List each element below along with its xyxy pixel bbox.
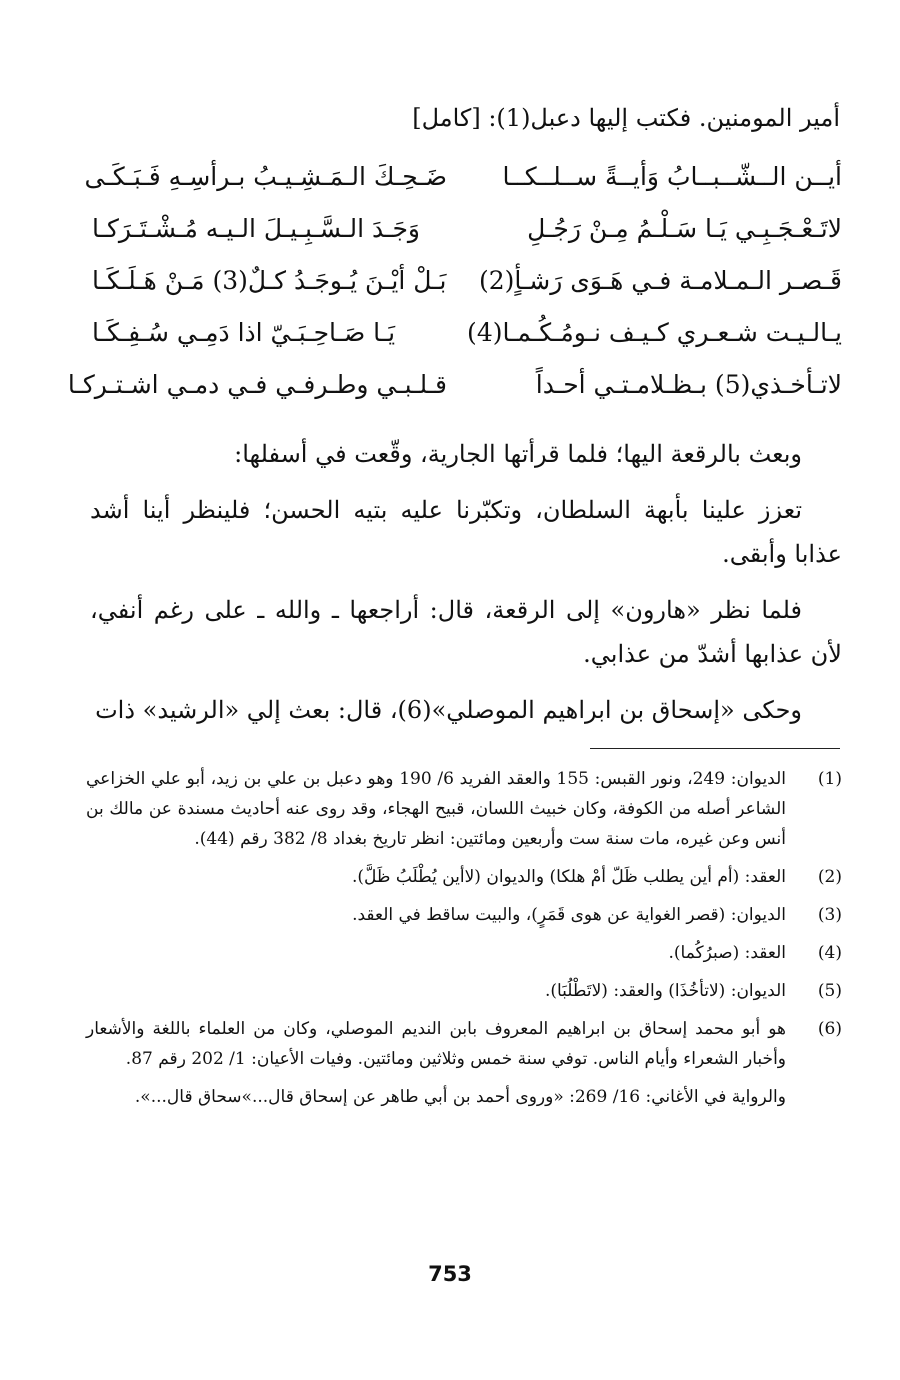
verse-first-hemistich: يـالـيـت شـعـري كـيـف نـومُـكُـمـا(4) <box>467 317 842 347</box>
verse-first-hemistich: لاتَـعْـجَـبِـي يَـا سَـلْـمُ مِـنْ رَجُـلِ <box>527 213 842 243</box>
poem-verse <box>84 150 842 202</box>
footnote-separator <box>590 748 840 749</box>
footnote-number: (4) <box>817 943 842 963</box>
footnote <box>86 1014 842 1074</box>
paragraph: وبعث بالرقعة اليها؛ فلما قرأتها الجارية، وقّعت في أسفلها: <box>234 440 802 468</box>
poem <box>67 150 842 410</box>
paragraph: تعزز علينا بأبهة السلطان، وتكبّرنا عليه بتيه الحسن؛ فلينظر أينا أشد عذابا وأبقى. <box>90 496 842 568</box>
verse-first-hemistich: لاتـأخـذي(5) بـظـلامـتـي أحـداً <box>535 369 842 399</box>
footnotes <box>86 764 842 1120</box>
footnote-text: العقد: (أم أين يطلب ظَلّ أمْ هلكا) والديوان (لاأين يُطْلَبُ ظَلَّ). <box>351 867 786 887</box>
verse-second-hemistich: ضَـحِـكَ الـمَـشِـيـبُ بـرأسِـهِ فَـبَـكَـى <box>84 161 447 191</box>
footnote-text: الديوان: (لاتأخُذَا) والعقد: (لاتَطْلُبَا). <box>544 981 786 1001</box>
footnote <box>86 976 842 1006</box>
verse-second-hemistich: بَـلْ أيْـنَ يُـوجَـدُ كـلٌ(3) مَـنْ هَـلَـكَـا <box>92 265 447 295</box>
footnote-text: هو أبو محمد إسحاق بن ابراهيم المعروف بابن النديم الموصلي، وكان من العلماء باللغة والأشعار وأخبار الشعراء وأيام الناس. توفي سنة خمس وثلاثين ومائتين. وفيات الأعيان: 1/ 202 رقم 87. <box>86 1019 786 1069</box>
footnote <box>86 764 842 854</box>
footnote-number: (2) <box>817 867 842 887</box>
footnote-number: (5) <box>817 981 842 1001</box>
footnote-number: (1) <box>817 769 842 789</box>
footnote-continuation: والرواية في الأغاني: 16/ 269: «وروى أحمد بن أبي طاهر عن إسحاق قال...»سحاق قال...». <box>134 1087 786 1107</box>
verse-first-hemistich: أيــن الــشّــبــابُ وَأيــةً ســلــكــا <box>502 161 842 191</box>
verse-second-hemistich: وَجَـدَ الـسَّـبِـيـلَ الـيـه مُـشْـتَـرَكـا <box>92 213 421 243</box>
intro-line: أمير المومنين. فكتب إليها دعبل(1): [كامل] <box>412 104 840 132</box>
poem-verse <box>67 358 842 410</box>
footnote-text: العقد: (صبرُكُما). <box>668 943 786 963</box>
poem-verse <box>92 254 842 306</box>
poem-verse <box>92 202 842 254</box>
footnote <box>86 938 842 968</box>
page-number: 753 <box>428 1262 472 1286</box>
poem-verse <box>92 306 842 358</box>
paragraph: فلما نظر «هارون» إلى الرقعة، قال: أراجعها ـ والله ـ على رغم أنفي، لأن عذابها أشدّ من عذابي. <box>90 596 842 668</box>
paragraph: وحكى «إسحاق بن ابراهيم الموصلي»(6)، قال: بعث إلي «الرشيد» ذات <box>95 696 802 724</box>
footnote <box>86 862 842 892</box>
footnote-text: الديوان: 249، ونور القبس: 155 والعقد الفريد 6/ 190 وهو دعبل بن علي بن زيد، أبو علي الخزاعي الشاعر أصله من الكوفة، وكان خبيث اللسان، قبيح الهجاء، وقد روى عنه أحاديث مسندة عن مالك بن أنس وعن غيره، مات سنة ست وأربعين ومائتين: انظر تاريخ بغداد 8/ 382 رقم (44). <box>86 769 787 849</box>
footnote-number: (3) <box>817 905 842 925</box>
verse-first-hemistich: قَـصـر الـمـلامـة فـي هَـوَى رَشـأٍ(2) <box>478 265 842 295</box>
verse-second-hemistich: قـلـبـي وطـرفـي فـي دمـي اشـتـركـا <box>67 369 447 399</box>
footnote-text: الديوان: (قصر الغواية عن هوى قَمَرٍ)، والبيت ساقط في العقد. <box>352 905 786 925</box>
verse-second-hemistich: يَـا صَـاحِـبَـيّ اذا دَمِـي سُـفِـكَـا <box>92 317 396 347</box>
footnote <box>86 900 842 930</box>
footnote-number: (6) <box>817 1019 842 1039</box>
body-text <box>90 432 842 744</box>
